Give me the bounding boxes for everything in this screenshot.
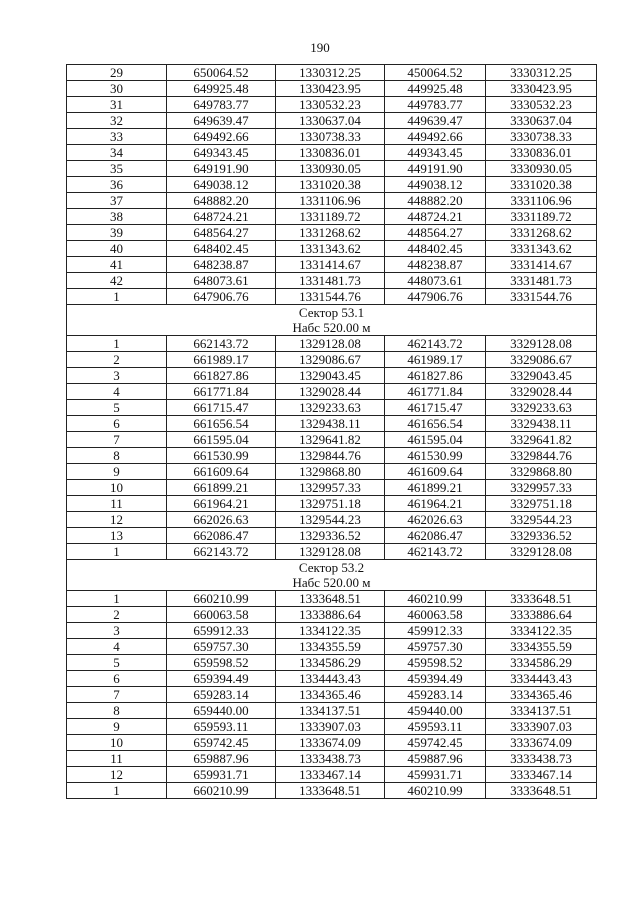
point-number-cell: 7 xyxy=(67,432,167,448)
x-coord-cell: 659757.30 xyxy=(167,639,276,655)
y2-coord-cell: 3329233.63 xyxy=(486,400,597,416)
y2-coord-cell: 3333886.64 xyxy=(486,607,597,623)
table-row xyxy=(67,193,597,209)
point-number-cell: 13 xyxy=(67,528,167,544)
x2-coord-cell: 460063.58 xyxy=(385,607,486,623)
y2-coord-cell: 3334586.29 xyxy=(486,655,597,671)
x2-coord-cell: 449191.90 xyxy=(385,161,486,177)
x2-coord-cell: 461609.64 xyxy=(385,464,486,480)
table-row xyxy=(67,464,597,480)
table-row xyxy=(67,257,597,273)
point-number-cell: 11 xyxy=(67,751,167,767)
x-coord-cell: 649343.45 xyxy=(167,145,276,161)
table-row xyxy=(67,113,597,129)
y-coord-cell: 1331414.67 xyxy=(276,257,385,273)
table-row xyxy=(67,703,597,719)
y2-coord-cell: 3329086.67 xyxy=(486,352,597,368)
y2-coord-cell: 3334122.35 xyxy=(486,623,597,639)
y2-coord-cell: 3334365.46 xyxy=(486,687,597,703)
point-number-cell: 9 xyxy=(67,464,167,480)
y2-coord-cell: 3333648.51 xyxy=(486,783,597,799)
point-number-cell: 7 xyxy=(67,687,167,703)
point-number-cell: 1 xyxy=(67,544,167,560)
y-coord-cell: 1329086.67 xyxy=(276,352,385,368)
y2-coord-cell: 3333907.03 xyxy=(486,719,597,735)
x-coord-cell: 662086.47 xyxy=(167,528,276,544)
point-number-cell: 5 xyxy=(67,400,167,416)
x-coord-cell: 661771.84 xyxy=(167,384,276,400)
x2-coord-cell: 448073.61 xyxy=(385,273,486,289)
point-number-cell: 32 xyxy=(67,113,167,129)
x2-coord-cell: 449343.45 xyxy=(385,145,486,161)
point-number-cell: 1 xyxy=(67,591,167,607)
x2-coord-cell: 462143.72 xyxy=(385,336,486,352)
x2-coord-cell: 449492.66 xyxy=(385,129,486,145)
table-row xyxy=(67,448,597,464)
table-row xyxy=(67,65,597,81)
x-coord-cell: 648564.27 xyxy=(167,225,276,241)
x-coord-cell: 661656.54 xyxy=(167,416,276,432)
x-coord-cell: 659283.14 xyxy=(167,687,276,703)
x-coord-cell: 649925.48 xyxy=(167,81,276,97)
x-coord-cell: 661964.21 xyxy=(167,496,276,512)
y-coord-cell: 1329043.45 xyxy=(276,368,385,384)
x2-coord-cell: 459394.49 xyxy=(385,671,486,687)
table-row xyxy=(67,639,597,655)
point-number-cell: 9 xyxy=(67,719,167,735)
table-row xyxy=(67,512,597,528)
point-number-cell: 1 xyxy=(67,289,167,305)
x2-coord-cell: 461530.99 xyxy=(385,448,486,464)
y-coord-cell: 1329128.08 xyxy=(276,544,385,560)
y-coord-cell: 1334365.46 xyxy=(276,687,385,703)
y2-coord-cell: 3330423.95 xyxy=(486,81,597,97)
x2-coord-cell: 461827.86 xyxy=(385,368,486,384)
x2-coord-cell: 448724.21 xyxy=(385,209,486,225)
y-coord-cell: 1329336.52 xyxy=(276,528,385,544)
y2-coord-cell: 3331481.73 xyxy=(486,273,597,289)
y2-coord-cell: 3331106.96 xyxy=(486,193,597,209)
table-row xyxy=(67,591,597,607)
y2-coord-cell: 3329028.44 xyxy=(486,384,597,400)
x2-coord-cell: 462026.63 xyxy=(385,512,486,528)
table-row xyxy=(67,400,597,416)
y2-coord-cell: 3333674.09 xyxy=(486,735,597,751)
point-number-cell: 8 xyxy=(67,448,167,464)
x2-coord-cell: 461656.54 xyxy=(385,416,486,432)
y2-coord-cell: 3331189.72 xyxy=(486,209,597,225)
x2-coord-cell: 449925.48 xyxy=(385,81,486,97)
x2-coord-cell: 459757.30 xyxy=(385,639,486,655)
y2-coord-cell: 3333648.51 xyxy=(486,591,597,607)
y-coord-cell: 1333648.51 xyxy=(276,591,385,607)
y2-coord-cell: 3333438.73 xyxy=(486,751,597,767)
y-coord-cell: 1331544.76 xyxy=(276,289,385,305)
y-coord-cell: 1333674.09 xyxy=(276,735,385,751)
x-coord-cell: 649191.90 xyxy=(167,161,276,177)
y2-coord-cell: 3330637.04 xyxy=(486,113,597,129)
y2-coord-cell: 3329844.76 xyxy=(486,448,597,464)
x2-coord-cell: 459912.33 xyxy=(385,623,486,639)
x2-coord-cell: 461771.84 xyxy=(385,384,486,400)
point-number-cell: 1 xyxy=(67,336,167,352)
x-coord-cell: 649639.47 xyxy=(167,113,276,129)
y-coord-cell: 1330312.25 xyxy=(276,65,385,81)
x2-coord-cell: 459887.96 xyxy=(385,751,486,767)
x2-coord-cell: 459283.14 xyxy=(385,687,486,703)
x-coord-cell: 661530.99 xyxy=(167,448,276,464)
x-coord-cell: 648882.20 xyxy=(167,193,276,209)
y-coord-cell: 1329957.33 xyxy=(276,480,385,496)
x2-coord-cell: 462143.72 xyxy=(385,544,486,560)
x-coord-cell: 648073.61 xyxy=(167,273,276,289)
x-coord-cell: 659742.45 xyxy=(167,735,276,751)
x-coord-cell: 650064.52 xyxy=(167,65,276,81)
x-coord-cell: 661715.47 xyxy=(167,400,276,416)
table-row xyxy=(67,81,597,97)
y-coord-cell: 1330532.23 xyxy=(276,97,385,113)
x2-coord-cell: 447906.76 xyxy=(385,289,486,305)
y2-coord-cell: 3329544.23 xyxy=(486,512,597,528)
x-coord-cell: 661595.04 xyxy=(167,432,276,448)
y-coord-cell: 1334122.35 xyxy=(276,623,385,639)
y-coord-cell: 1333886.64 xyxy=(276,607,385,623)
x2-coord-cell: 459931.71 xyxy=(385,767,486,783)
point-number-cell: 42 xyxy=(67,273,167,289)
table-row xyxy=(67,352,597,368)
x2-coord-cell: 461715.47 xyxy=(385,400,486,416)
page-number: 190 xyxy=(310,40,330,55)
table-row xyxy=(67,289,597,305)
x-coord-cell: 662143.72 xyxy=(167,544,276,560)
x2-coord-cell: 460210.99 xyxy=(385,591,486,607)
y-coord-cell: 1330637.04 xyxy=(276,113,385,129)
point-number-cell: 3 xyxy=(67,623,167,639)
x2-coord-cell: 448564.27 xyxy=(385,225,486,241)
y-coord-cell: 1329544.23 xyxy=(276,512,385,528)
table-row xyxy=(67,496,597,512)
table-row xyxy=(67,623,597,639)
x-coord-cell: 659440.00 xyxy=(167,703,276,719)
sector-header xyxy=(67,560,597,591)
table-row xyxy=(67,687,597,703)
point-number-cell: 11 xyxy=(67,496,167,512)
point-number-cell: 6 xyxy=(67,671,167,687)
coordinates-table-body xyxy=(67,65,597,799)
y-coord-cell: 1329868.80 xyxy=(276,464,385,480)
point-number-cell: 39 xyxy=(67,225,167,241)
y-coord-cell: 1329751.18 xyxy=(276,496,385,512)
table-row xyxy=(67,129,597,145)
y-coord-cell: 1329844.76 xyxy=(276,448,385,464)
x2-coord-cell: 449639.47 xyxy=(385,113,486,129)
table-row xyxy=(67,273,597,289)
y2-coord-cell: 3330930.05 xyxy=(486,161,597,177)
sector-title: Сектор 53.2 xyxy=(298,560,365,575)
point-number-cell: 5 xyxy=(67,655,167,671)
point-number-cell: 6 xyxy=(67,416,167,432)
y2-coord-cell: 3329957.33 xyxy=(486,480,597,496)
table-row xyxy=(67,655,597,671)
y-coord-cell: 1331343.62 xyxy=(276,241,385,257)
point-number-cell: 29 xyxy=(67,65,167,81)
table-row xyxy=(67,480,597,496)
sector-header-row xyxy=(67,560,597,591)
y-coord-cell: 1334443.43 xyxy=(276,671,385,687)
point-number-cell: 10 xyxy=(67,735,167,751)
x-coord-cell: 648724.21 xyxy=(167,209,276,225)
x-coord-cell: 649492.66 xyxy=(167,129,276,145)
y-coord-cell: 1329028.44 xyxy=(276,384,385,400)
point-number-cell: 37 xyxy=(67,193,167,209)
point-number-cell: 12 xyxy=(67,767,167,783)
point-number-cell: 12 xyxy=(67,512,167,528)
y2-coord-cell: 3331414.67 xyxy=(486,257,597,273)
point-number-cell: 34 xyxy=(67,145,167,161)
point-number-cell: 2 xyxy=(67,352,167,368)
y2-coord-cell: 3333467.14 xyxy=(486,767,597,783)
point-number-cell: 4 xyxy=(67,639,167,655)
x-coord-cell: 659593.11 xyxy=(167,719,276,735)
y2-coord-cell: 3330312.25 xyxy=(486,65,597,81)
table-row xyxy=(67,751,597,767)
y2-coord-cell: 3334137.51 xyxy=(486,703,597,719)
y-coord-cell: 1333467.14 xyxy=(276,767,385,783)
y2-coord-cell: 3329641.82 xyxy=(486,432,597,448)
table-row xyxy=(67,161,597,177)
table-row xyxy=(67,671,597,687)
point-number-cell: 3 xyxy=(67,368,167,384)
point-number-cell: 33 xyxy=(67,129,167,145)
point-number-cell: 38 xyxy=(67,209,167,225)
table-row xyxy=(67,719,597,735)
y2-coord-cell: 3331020.38 xyxy=(486,177,597,193)
y-coord-cell: 1333438.73 xyxy=(276,751,385,767)
sector-header-row xyxy=(67,305,597,336)
x2-coord-cell: 459598.52 xyxy=(385,655,486,671)
x2-coord-cell: 450064.52 xyxy=(385,65,486,81)
table-row xyxy=(67,97,597,113)
x-coord-cell: 659912.33 xyxy=(167,623,276,639)
y2-coord-cell: 3334355.59 xyxy=(486,639,597,655)
x-coord-cell: 660063.58 xyxy=(167,607,276,623)
x2-coord-cell: 461595.04 xyxy=(385,432,486,448)
table-row xyxy=(67,544,597,560)
x-coord-cell: 659887.96 xyxy=(167,751,276,767)
y-coord-cell: 1330738.33 xyxy=(276,129,385,145)
y-coord-cell: 1329438.11 xyxy=(276,416,385,432)
x2-coord-cell: 461964.21 xyxy=(385,496,486,512)
x-coord-cell: 647906.76 xyxy=(167,289,276,305)
table-row xyxy=(67,416,597,432)
y-coord-cell: 1333648.51 xyxy=(276,783,385,799)
y2-coord-cell: 3329043.45 xyxy=(486,368,597,384)
y2-coord-cell: 3329868.80 xyxy=(486,464,597,480)
point-number-cell: 41 xyxy=(67,257,167,273)
x2-coord-cell: 448882.20 xyxy=(385,193,486,209)
point-number-cell: 40 xyxy=(67,241,167,257)
x2-coord-cell: 459742.45 xyxy=(385,735,486,751)
x-coord-cell: 662143.72 xyxy=(167,336,276,352)
x-coord-cell: 659394.49 xyxy=(167,671,276,687)
y-coord-cell: 1330836.01 xyxy=(276,145,385,161)
x-coord-cell: 661609.64 xyxy=(167,464,276,480)
y2-coord-cell: 3331343.62 xyxy=(486,241,597,257)
point-number-cell: 1 xyxy=(67,783,167,799)
x-coord-cell: 661989.17 xyxy=(167,352,276,368)
y-coord-cell: 1334137.51 xyxy=(276,703,385,719)
x-coord-cell: 659598.52 xyxy=(167,655,276,671)
y2-coord-cell: 3334443.43 xyxy=(486,671,597,687)
table-row xyxy=(67,783,597,799)
point-number-cell: 35 xyxy=(67,161,167,177)
x2-coord-cell: 461989.17 xyxy=(385,352,486,368)
sector-header xyxy=(67,305,597,336)
point-number-cell: 4 xyxy=(67,384,167,400)
table-row xyxy=(67,528,597,544)
x2-coord-cell: 449038.12 xyxy=(385,177,486,193)
sector-level: Набс 520.00 м xyxy=(292,320,371,335)
x-coord-cell: 662026.63 xyxy=(167,512,276,528)
table-row xyxy=(67,368,597,384)
y2-coord-cell: 3331268.62 xyxy=(486,225,597,241)
x2-coord-cell: 448238.87 xyxy=(385,257,486,273)
y-coord-cell: 1331106.96 xyxy=(276,193,385,209)
x2-coord-cell: 462086.47 xyxy=(385,528,486,544)
table-row xyxy=(67,145,597,161)
y2-coord-cell: 3330532.23 xyxy=(486,97,597,113)
x-coord-cell: 659931.71 xyxy=(167,767,276,783)
y2-coord-cell: 3329751.18 xyxy=(486,496,597,512)
x2-coord-cell: 459593.11 xyxy=(385,719,486,735)
y-coord-cell: 1329641.82 xyxy=(276,432,385,448)
y-coord-cell: 1330930.05 xyxy=(276,161,385,177)
x-coord-cell: 648402.45 xyxy=(167,241,276,257)
x2-coord-cell: 460210.99 xyxy=(385,783,486,799)
point-number-cell: 31 xyxy=(67,97,167,113)
x2-coord-cell: 448402.45 xyxy=(385,241,486,257)
table-row xyxy=(67,225,597,241)
y-coord-cell: 1333907.03 xyxy=(276,719,385,735)
y2-coord-cell: 3330738.33 xyxy=(486,129,597,145)
table-row xyxy=(67,607,597,623)
x-coord-cell: 649038.12 xyxy=(167,177,276,193)
x-coord-cell: 660210.99 xyxy=(167,591,276,607)
y-coord-cell: 1331481.73 xyxy=(276,273,385,289)
table-row xyxy=(67,209,597,225)
y2-coord-cell: 3329128.08 xyxy=(486,336,597,352)
table-row xyxy=(67,735,597,751)
point-number-cell: 30 xyxy=(67,81,167,97)
x-coord-cell: 661899.21 xyxy=(167,480,276,496)
y2-coord-cell: 3329336.52 xyxy=(486,528,597,544)
x2-coord-cell: 459440.00 xyxy=(385,703,486,719)
y-coord-cell: 1331268.62 xyxy=(276,225,385,241)
point-number-cell: 8 xyxy=(67,703,167,719)
y-coord-cell: 1330423.95 xyxy=(276,81,385,97)
sector-title: Сектор 53.1 xyxy=(298,305,365,320)
y-coord-cell: 1329233.63 xyxy=(276,400,385,416)
coordinates-table xyxy=(66,64,597,799)
y2-coord-cell: 3331544.76 xyxy=(486,289,597,305)
y2-coord-cell: 3329438.11 xyxy=(486,416,597,432)
sector-level: Набс 520.00 м xyxy=(292,575,371,590)
point-number-cell: 36 xyxy=(67,177,167,193)
x-coord-cell: 648238.87 xyxy=(167,257,276,273)
point-number-cell: 10 xyxy=(67,480,167,496)
y-coord-cell: 1334586.29 xyxy=(276,655,385,671)
x-coord-cell: 660210.99 xyxy=(167,783,276,799)
y-coord-cell: 1334355.59 xyxy=(276,639,385,655)
table-row xyxy=(67,432,597,448)
table-row xyxy=(67,767,597,783)
y-coord-cell: 1329128.08 xyxy=(276,336,385,352)
x-coord-cell: 661827.86 xyxy=(167,368,276,384)
table-row xyxy=(67,177,597,193)
table-row xyxy=(67,384,597,400)
x2-coord-cell: 461899.21 xyxy=(385,480,486,496)
y-coord-cell: 1331189.72 xyxy=(276,209,385,225)
x2-coord-cell: 449783.77 xyxy=(385,97,486,113)
point-number-cell: 2 xyxy=(67,607,167,623)
table-row xyxy=(67,336,597,352)
table-row xyxy=(67,241,597,257)
y2-coord-cell: 3330836.01 xyxy=(486,145,597,161)
y-coord-cell: 1331020.38 xyxy=(276,177,385,193)
y2-coord-cell: 3329128.08 xyxy=(486,544,597,560)
x-coord-cell: 649783.77 xyxy=(167,97,276,113)
